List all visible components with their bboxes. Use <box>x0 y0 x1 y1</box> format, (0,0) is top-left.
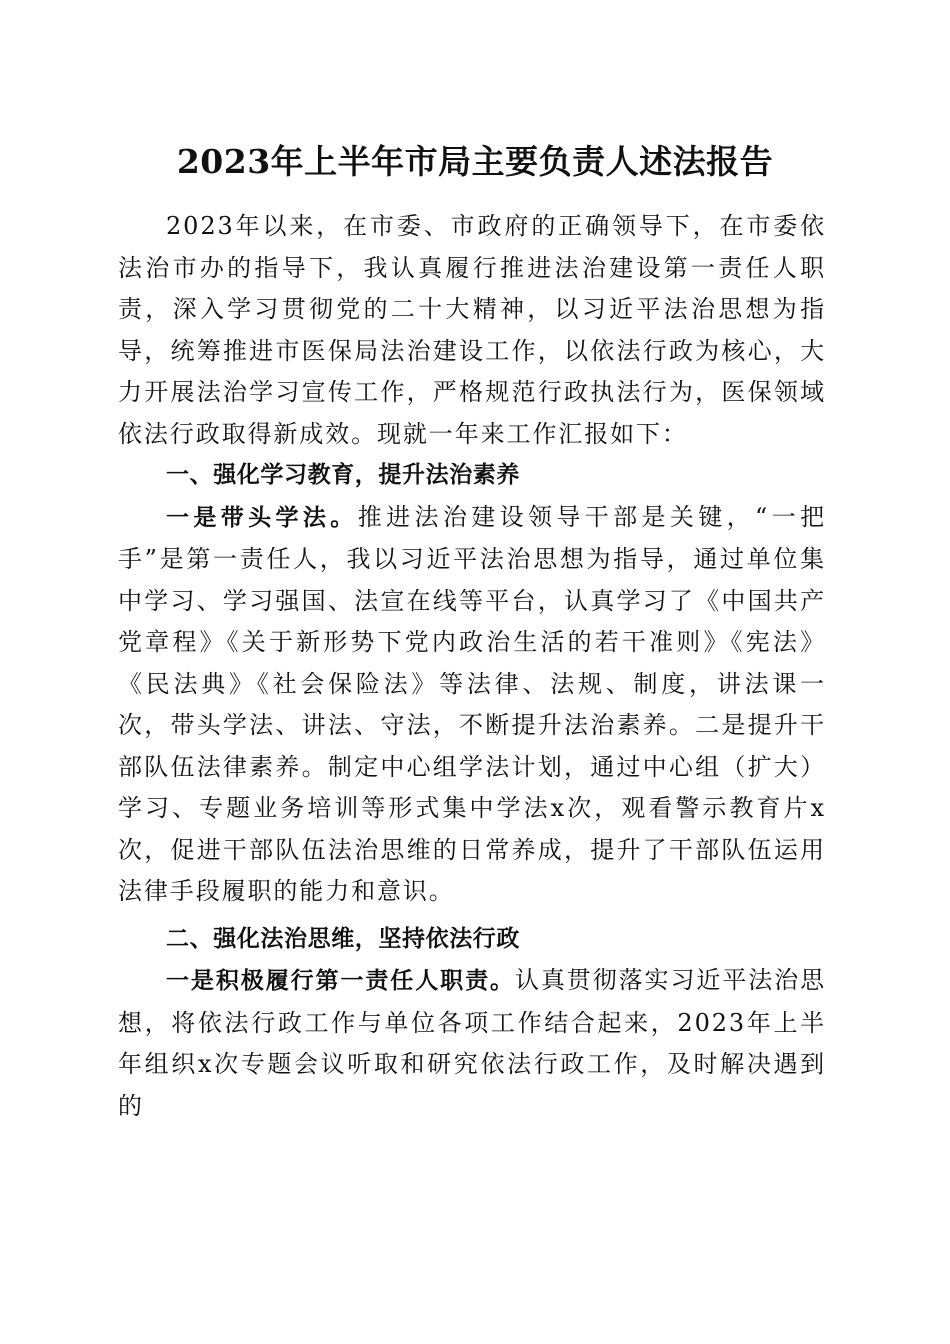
document-body <box>118 206 826 1127</box>
intro-paragraph: 2023年以来，在市委、市政府的正确领导下，在市委依法治市办的指导下，我认真履行推进法治建设第一责任人职责，深入学习贯彻党的二十大精神，以习近平法治思想为指导，统筹推进市医保局法治建设工作，以依法行政为核心，大力开展法治学习宣传工作，严格规范行政执法行为，医保领域依法行政取得新成效。现就一年来工作汇报如下： <box>118 212 826 448</box>
section-2-lead: 一是积极履行第一责任人职责。 <box>166 968 515 994</box>
document-title: 2023年上半年市局主要负责人述法报告 <box>176 142 774 181</box>
section-1-heading: 一、强化学习教育，提升法治素养 <box>166 462 520 488</box>
section-1-lead: 一是带头学法。 <box>166 504 358 531</box>
section-2-heading: 二、强化法治思维，坚持依法行政 <box>166 925 520 952</box>
section-2-paragraph <box>118 960 826 1127</box>
section-1-paragraph <box>118 497 826 913</box>
section-2-text: 认真贯彻落实习近平法治思想，将依法行政工作与单位各项工作结合起来，2023年上半年组织x次专题会议听取和研究依法行政工作，及时解决遇到的 <box>118 966 826 1120</box>
section-1-text: 推进法治建设领导干部是关键，“一把手”是第一责任人，我以习近平法治思想为指导，通过单位集中学习、学习强国、法宣在线等平台，认真学习了《中国共产党章程》《关于新形势下党内政治生活的若干准则》《宪法》《民法典》《社会保险法》等法律、法规、制度，讲法课一次，带头学法、讲法、守法，不断提升法治素养。二是提升干部队伍法律素养。制定中心组学法计划，通过中心组（扩大）学习、专题业务培训等形式集中学法x次，观看警示教育片x次，促进干部队伍法治思维的日常养成，提升了干部队伍运用法律手段履职的能力和意识。 <box>118 502 826 905</box>
